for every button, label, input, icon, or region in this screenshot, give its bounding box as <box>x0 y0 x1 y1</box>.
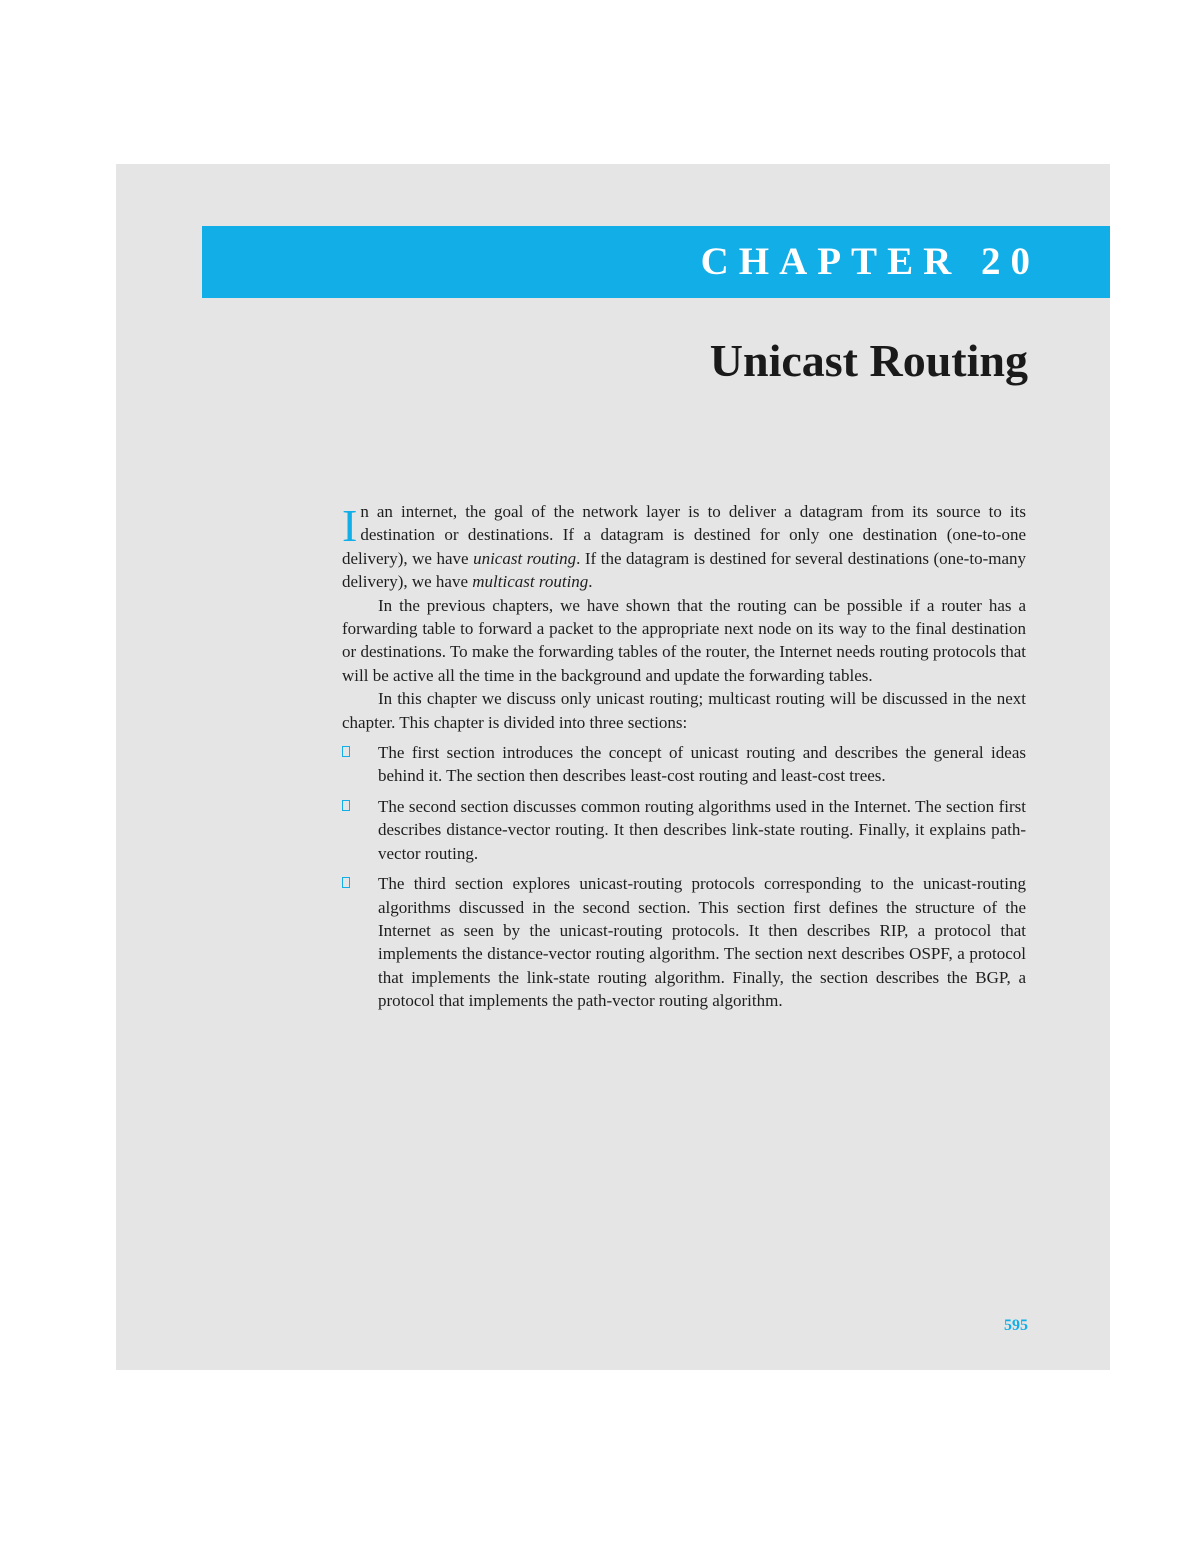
intro-paragraph-1-text-a: n an internet, the goal of the network layer is to deliver a datagram from its source to its destination or destinations. If a datagram is destined for only one destination (one-to-one delivery), we have <box>342 502 1026 568</box>
intro-paragraph-2: In the previous chapters, we have shown that the routing can be possible if a router has a forwarding table to forward a packet to the appropriate next node on its way to the final destination or destinations. To make the forwarding tables of the router, the Internet needs routing protocols that will be active all the time in the background and update the forwarding tables. <box>342 595 1026 685</box>
list-item <box>342 872 1026 1012</box>
bullet-square-icon <box>342 746 350 757</box>
chapter-title: Unicast Routing <box>709 335 1028 386</box>
list-item <box>342 795 1026 865</box>
drop-cap: I <box>342 500 358 551</box>
section-list <box>342 741 1026 1012</box>
term-unicast-routing: unicast routing <box>473 548 577 568</box>
chapter-banner <box>202 226 1110 298</box>
intro-paragraph-3: In this chapter we discuss only unicast routing; multicast routing will be discussed in the next chapter. This chapter is divided into three sections: <box>342 689 1026 732</box>
intro-paragraph-1 <box>342 500 1026 594</box>
book-page <box>116 164 1110 1370</box>
term-multicast-routing: multicast routing <box>472 572 589 592</box>
bullet-square-icon <box>342 877 350 888</box>
chapter-intro <box>342 500 1026 1013</box>
intro-paragraph-1-text-b: . If the datagram is destined for several destinations (one-to-many delivery), we have <box>342 548 1026 592</box>
page-number: 595 <box>1004 1317 1028 1334</box>
chapter-label: CHAPTER 20 <box>700 240 1040 283</box>
bullet-square-icon <box>342 800 350 811</box>
list-item-text: The third section explores unicast-routing protocols corresponding to the unicast-routing algorithms discussed in the second section. This section first defines the structure of the Internet as seen by the unicast-routing protocols. It then describes RIP, a protocol that implements the distance-vector routing algorithm. The section next describes OSPF, a protocol that implements the link-state routing algorithm. Finally, the section describes the BGP, a protocol that implements the path-vector routing algorithm. <box>378 874 1026 1011</box>
intro-paragraph-1-text-c: . <box>588 572 593 592</box>
list-item <box>342 741 1026 788</box>
list-item-text: The first section introduces the concept of unicast routing and describes the general ideas behind it. The section then describes least-cost routing and least-cost trees. <box>378 743 1026 786</box>
list-item-text: The second section discusses common routing algorithms used in the Internet. The section first describes distance-vector routing. It then describes link-state routing. Finally, it explains path-vector routing. <box>378 796 1026 863</box>
